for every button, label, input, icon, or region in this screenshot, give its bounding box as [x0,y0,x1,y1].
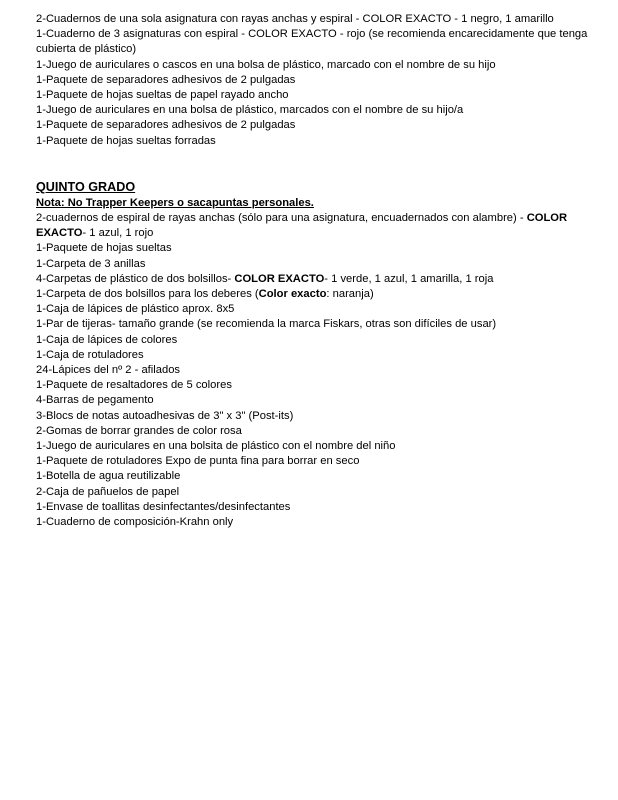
list-item: 1-Paquete de hojas sueltas de papel rayado ancho [36,89,289,102]
top-supply-list [36,12,596,149]
list-item: 1-Caja de rotuladores [36,348,144,361]
section-spacer [36,149,596,179]
list-item: 2-Gomas de borrar grandes de color rosa [36,424,242,437]
list-item: 1-Par de tijeras- tamaño grande (se recomienda la marca Fiskars, otras son difíciles de usar) [36,318,497,331]
section-heading: QUINTO GRADO [36,179,136,194]
list-item: 24-Lápices del nº 2 - afilados [36,364,181,377]
list-item: 1-Juego de auriculares o cascos en una bolsa de plástico, marcado con el nombre de su hijo [36,58,496,71]
list-item: 1-Caja de lápices de plástico aprox. 8x5 [36,303,235,316]
item-text: : naranja) [326,288,374,301]
list-item: 1-Paquete de separadores adhesivos de 2 pulgadas [36,119,296,132]
list-item: 1-Cuaderno de composición-Krahn only [36,516,234,529]
list-item [36,211,596,241]
item-text: - 1 azul, 1 rojo [82,227,154,240]
section-note: Nota: No Trapper Keepers o sacapuntas personales. [36,196,314,209]
list-item: 1-Carpeta de 3 anillas [36,257,146,270]
list-item: 4-Barras de pegamento [36,394,154,407]
item-text: 4-Carpetas de plástico de dos bolsillos- [36,272,235,285]
list-item: 1-Paquete de separadores adhesivos de 2 pulgadas [36,73,296,86]
list-item: 1-Cuaderno de 3 asignaturas con espiral - COLOR EXACTO - rojo (se recomienda encarecidamente que tenga cubierta de plástico) [36,28,588,56]
list-item: 3-Blocs de notas autoadhesivas de 3" x 3" (Post-its) [36,409,294,422]
list-item: 1-Caja de lápices de colores [36,333,178,346]
supply-list-page [36,12,596,530]
list-item: 1-Paquete de hojas sueltas forradas [36,134,216,147]
list-item: 1-Envase de toallitas desinfectantes/desinfectantes [36,500,291,513]
list-item: 2-Cuadernos de una sola asignatura con rayas anchas y espiral - COLOR EXACTO - 1 negro, 1 amarillo [36,13,554,25]
item-text: - 1 verde, 1 azul, 1 amarilla, 1 roja [324,272,494,285]
list-item [36,287,596,302]
list-item [36,272,596,287]
item-emphasis: COLOR EXACTO [234,272,325,285]
list-item: 1-Paquete de hojas sueltas [36,242,172,255]
list-item: 1-Botella de agua reutilizable [36,470,181,483]
list-item: 2-Caja de pañuelos de papel [36,485,180,498]
item-text: 2-cuadernos de espiral de rayas anchas (sólo para una asignatura, encuadernados con alambre) - [36,212,527,225]
list-item: 1-Paquete de resaltadores de 5 colores [36,379,232,392]
list-item: 1-Juego de auriculares en una bolsita de plástico con el nombre del niño [36,440,396,453]
list-item: 1-Juego de auriculares en una bolsa de plástico, marcados con el nombre de su hijo/a [36,104,464,117]
list-item: 1-Paquete de rotuladores Expo de punta fina para borrar en seco [36,455,360,468]
item-emphasis: COLOR EXACTO [36,212,568,240]
quinto-grado-section [36,179,596,530]
item-emphasis: Color exacto [258,288,327,301]
item-text: 1-Carpeta de dos bolsillos para los deberes ( [36,288,259,301]
